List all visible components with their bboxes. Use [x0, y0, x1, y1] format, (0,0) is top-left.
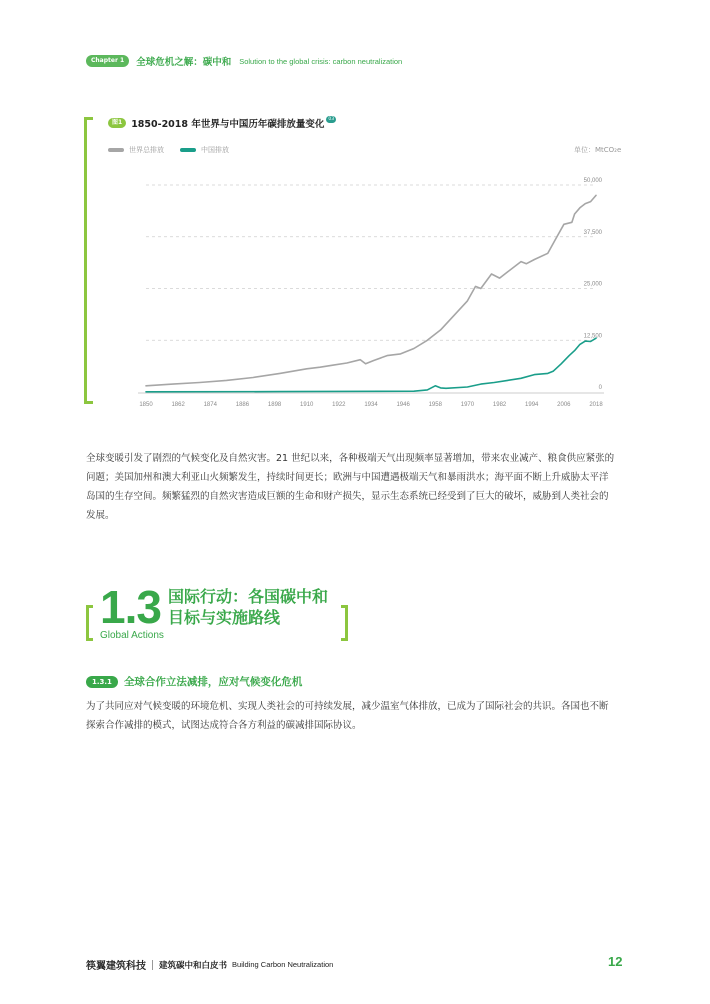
legend-swatch-world	[108, 148, 124, 152]
subsection-title: 全球合作立法减排，应对气候变化危机	[123, 676, 303, 688]
body-paragraph-1: 全球变暖引发了剧烈的气候变化及自然灾害。21 世纪以来，各种极端天气出现频率显著增加，带来农业减产、粮食供应紧张的问题；美国加州和澳大利亚山火频繁发生，持续时间更长；欧洲与中国遭遇极端天气和暴雨洪水；海平面不断上升威胁太平洋岛国的生存空间。频繁猛烈的自然灾害造成巨额的生命和财产损失，显示生态系统已经受到了巨大的破坏，威胁到人类社会的发展。	[86, 453, 615, 521]
page-number: 12	[608, 954, 623, 969]
section-title-en: Global Actions	[100, 630, 164, 641]
y-tick-label-0: 0	[598, 385, 602, 391]
y-tick-label-4: 50,000	[583, 178, 602, 184]
chart-unit: 单位：MtCO₂e	[574, 146, 622, 154]
page-footer	[86, 957, 333, 972]
x-tick-label-12: 1994	[525, 402, 539, 408]
footer-brand: 筷翼建筑科技	[86, 961, 146, 972]
x-tick-label-13: 2006	[557, 402, 571, 408]
section-title-line-1: 国际行动：各国碳中和	[168, 587, 329, 606]
series-line-china	[146, 338, 596, 392]
figure-frame-bracket	[84, 117, 93, 404]
figure-title-row	[108, 116, 336, 130]
chapter-title: 全球危机之解：碳中和	[136, 57, 232, 68]
section-bracket-right	[341, 605, 348, 641]
x-tick-label-6: 1922	[332, 402, 346, 408]
x-tick-label-7: 1934	[364, 402, 378, 408]
page-header	[86, 53, 402, 69]
footer-divider	[152, 960, 153, 970]
chapter-badge: Chapter 1	[86, 55, 129, 67]
legend-item-china	[180, 145, 229, 155]
figure-note-badge[interactable]: 03	[328, 116, 335, 122]
body-paragraph-2: 为了共同应对气候变暖的环境危机、实现人类社会的可持续发展，减少温室气体排放，已成为了国际社会的共识。各国也不断探索合作减排的模式，试图达成符合各方利益的碳减排国际协议。	[86, 701, 609, 731]
subsection-number: 1.3.1	[86, 676, 118, 688]
legend-label-china: 中国排放	[201, 146, 229, 154]
section-title	[168, 586, 328, 628]
x-tick-label-9: 1958	[428, 402, 442, 408]
section-number: 1.3	[100, 581, 161, 633]
emissions-line-chart	[100, 170, 640, 410]
y-tick-label-1: 12,500	[583, 333, 602, 340]
y-tick-label-3: 37,500	[583, 229, 602, 236]
x-tick-label-1: 1862	[171, 402, 185, 408]
x-tick-label-2: 1874	[203, 402, 217, 408]
legend-label-world: 世界总排放	[129, 146, 164, 154]
x-tick-label-0: 1850	[139, 402, 153, 408]
x-tick-label-3: 1886	[235, 402, 250, 408]
chart-legend	[108, 145, 245, 155]
x-tick-label-8: 1946	[396, 402, 410, 408]
figure-label: 图1	[108, 118, 126, 128]
x-tick-label-5: 1910	[300, 402, 314, 408]
figure-title: 1850-2018 年世界与中国历年碳排放量变化	[131, 119, 325, 130]
x-tick-label-4: 1898	[267, 402, 282, 408]
footer-book-title: 建筑碳中和白皮书	[159, 960, 228, 971]
legend-swatch-china	[180, 148, 196, 152]
y-tick-label-2: 25,000	[583, 281, 602, 288]
x-tick-label-14: 2018	[589, 402, 603, 408]
section-title-line-2: 目标与实施路线	[168, 608, 281, 627]
series-line-world	[146, 195, 596, 385]
x-tick-label-11: 1982	[492, 402, 507, 408]
chapter-subtitle: Solution to the global crisis: carbon neutralization	[239, 56, 403, 66]
x-tick-label-10: 1970	[460, 402, 475, 408]
legend-item-world	[108, 145, 164, 155]
subsection-heading	[86, 674, 302, 689]
footer-book-title-en: Building Carbon Neutralization	[232, 960, 334, 969]
section-bracket-left	[86, 605, 93, 641]
